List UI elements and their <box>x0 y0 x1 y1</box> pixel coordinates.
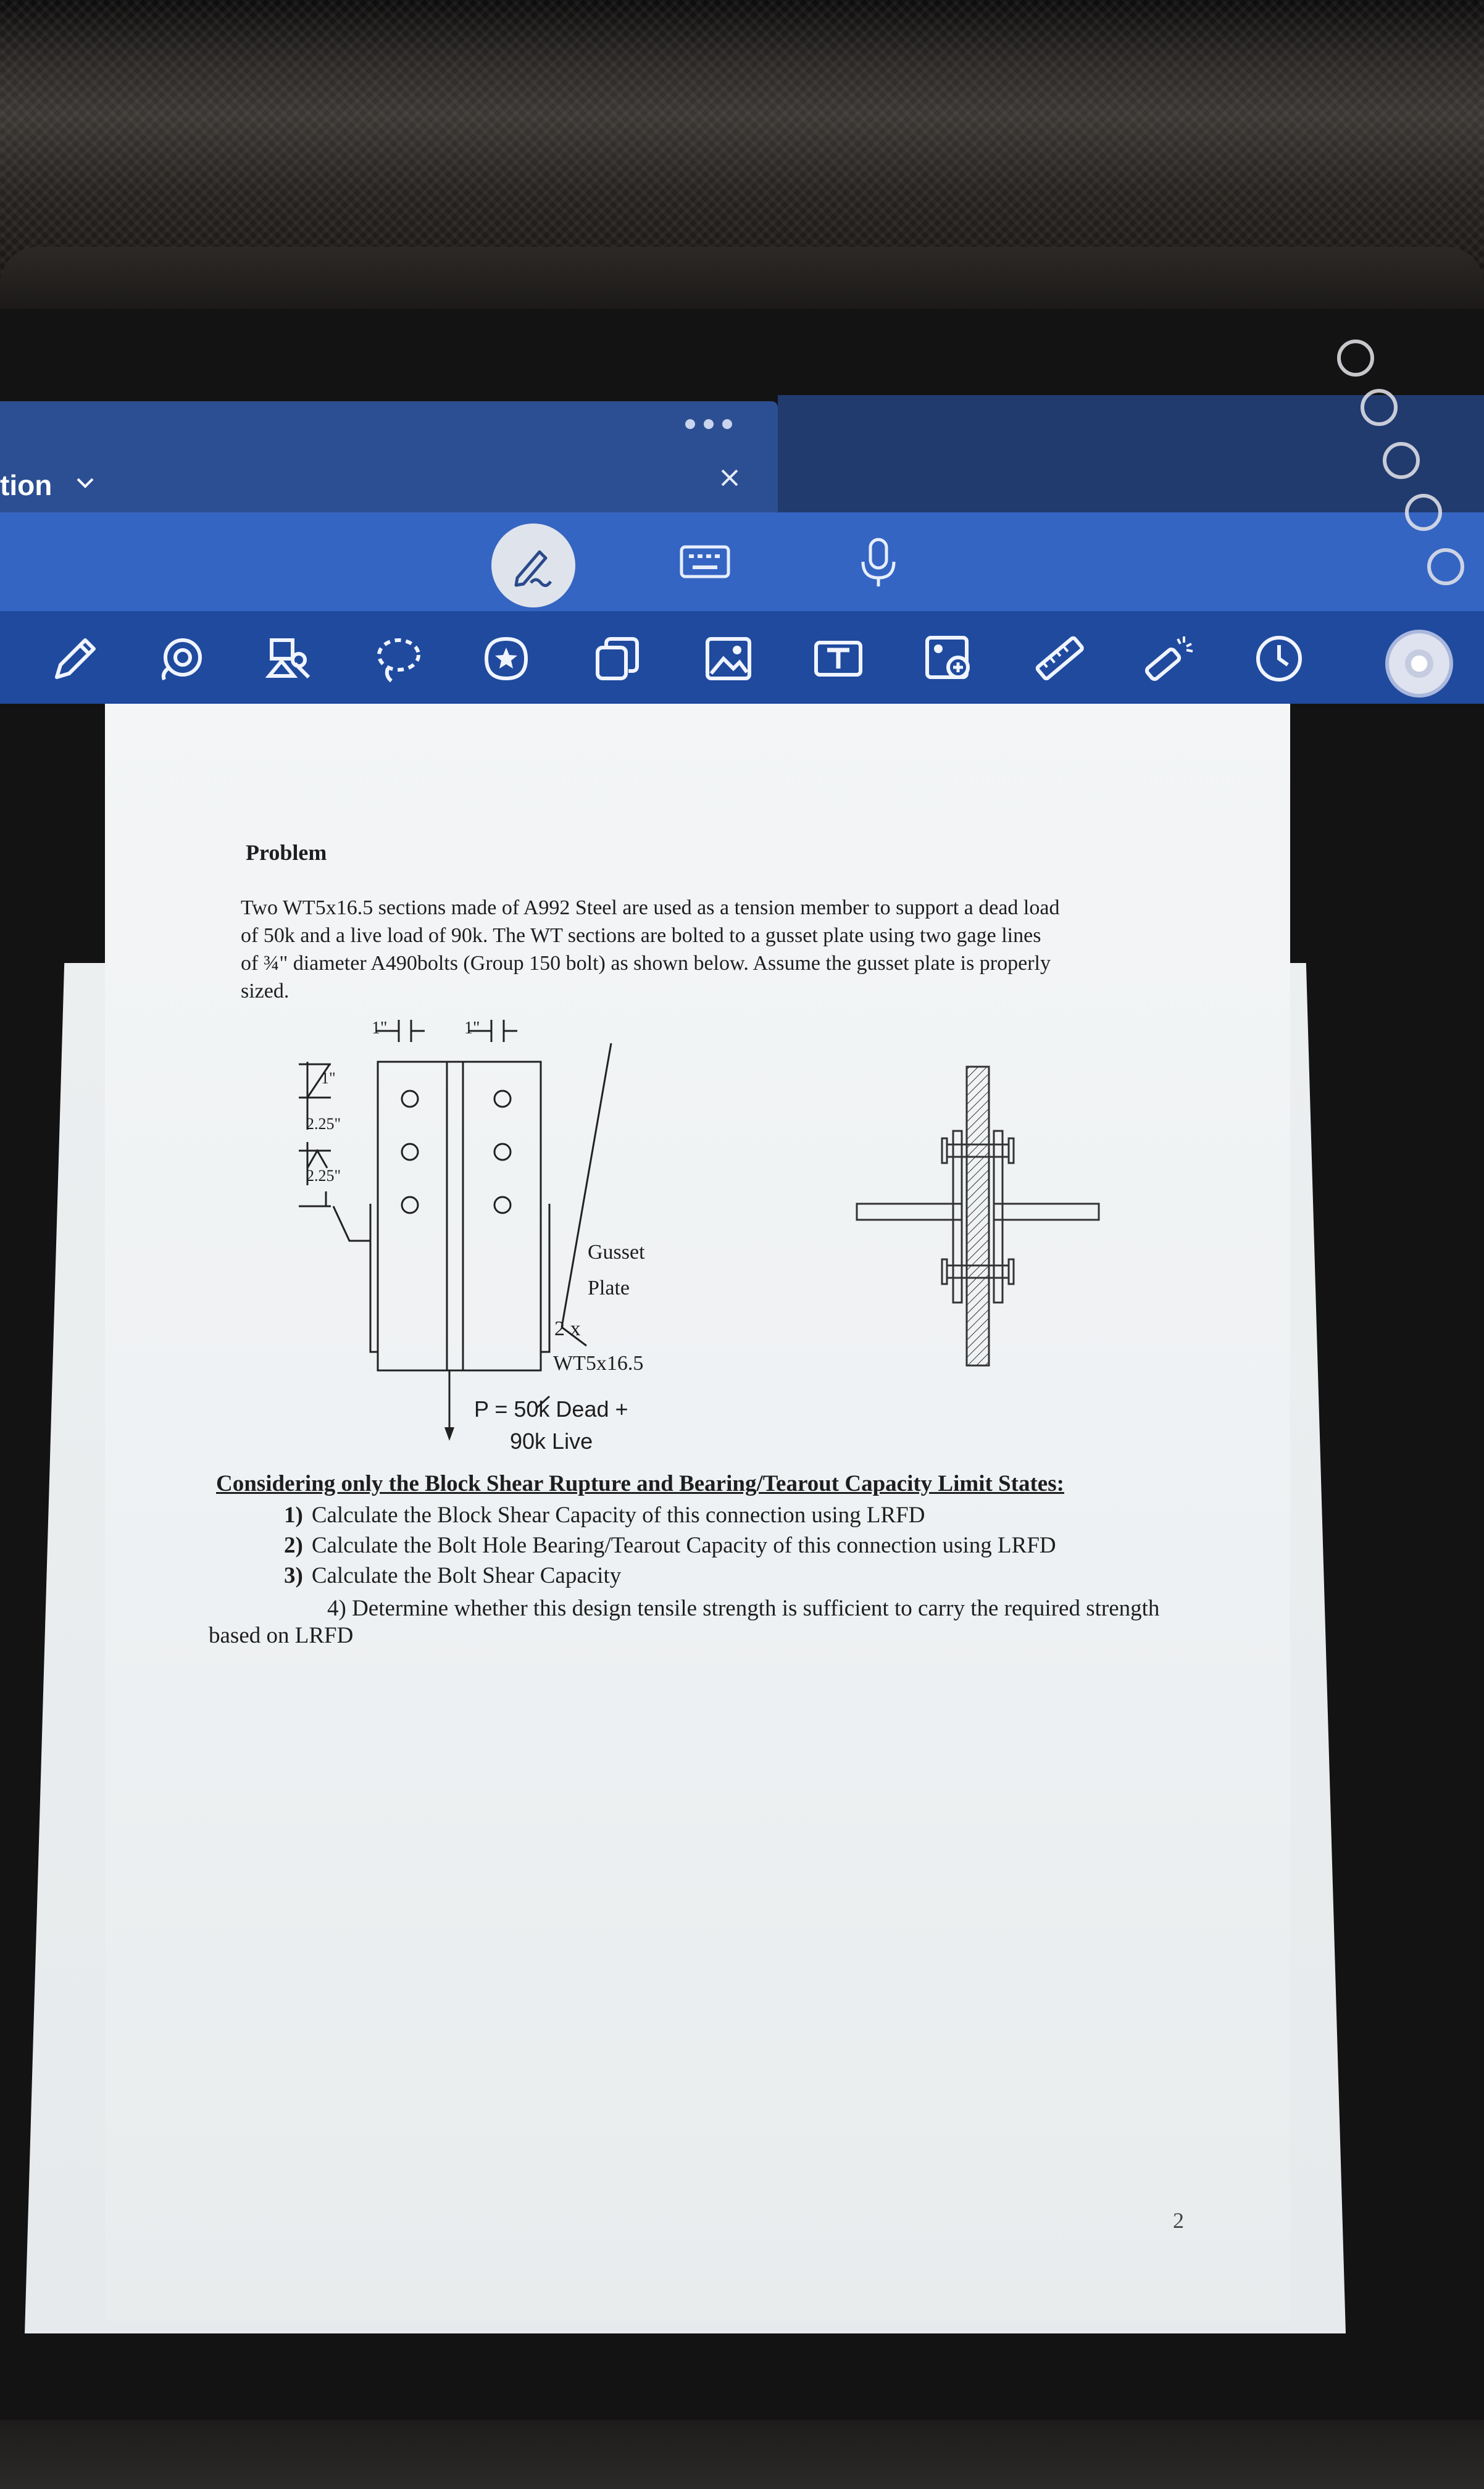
dimension-label: 2.25" <box>306 1115 341 1133</box>
lasso-spiral-icon[interactable] <box>154 633 206 685</box>
microphone-icon[interactable] <box>857 536 900 590</box>
avatar-image <box>1405 649 1433 678</box>
keyboard-icon[interactable] <box>679 543 731 580</box>
question-number: 3) <box>284 1563 303 1588</box>
quick-toolbar <box>0 512 1484 611</box>
list-item <box>284 1561 1056 1591</box>
load-label: 90k Live <box>510 1428 593 1454</box>
sticker-icon[interactable] <box>480 633 532 685</box>
reflection-ring <box>1383 442 1420 479</box>
insert-image-icon[interactable] <box>923 633 975 685</box>
document-title[interactable]: tion <box>0 469 52 501</box>
pen-with-squiggle-icon[interactable] <box>491 523 575 607</box>
history-clock-icon[interactable] <box>1253 633 1305 685</box>
gusset-label: Gusset <box>588 1241 645 1264</box>
problem-line: Two WT5x16.5 sections made of A992 Steel are used as a tension member to support a dead load <box>241 896 1060 919</box>
lasso-select-icon[interactable] <box>372 633 423 685</box>
text-box-icon[interactable] <box>812 633 864 685</box>
question-text: Calculate the Block Shear Capacity of this connection using LRFD <box>311 1503 925 1528</box>
list-item <box>284 1530 1056 1561</box>
question-number: 2) <box>284 1533 303 1558</box>
dimension-label: 1" <box>321 1069 336 1087</box>
problem-title: Problem <box>246 840 327 865</box>
cross-section-diagram <box>852 1062 1111 1370</box>
gusset-label: Plate <box>588 1277 630 1299</box>
questions-heading: Considering only the Block Shear Rupture and Bearing/Tearout Capacity Limit States: <box>216 1471 1064 1496</box>
question-text: Calculate the Bolt Hole Bearing/Tearout Capacity of this connection using LRFD <box>311 1533 1056 1558</box>
reflection-ring <box>1337 340 1374 377</box>
tablet-case-bottom <box>0 2420 1484 2489</box>
image-icon[interactable] <box>702 633 754 685</box>
copy-icon[interactable] <box>591 633 643 685</box>
problem-line: of 50k and a live load of 90k. The WT sections are bolted to a gusset plate using two gage lines <box>241 924 1041 947</box>
member-label: 2 x <box>554 1317 581 1340</box>
question-4-continued: based on LRFD <box>209 1623 354 1648</box>
avatar[interactable] <box>1385 630 1453 698</box>
ruler-icon[interactable] <box>1033 633 1085 685</box>
load-label: P = 50k Dead + <box>474 1396 628 1422</box>
pen-icon[interactable] <box>49 633 101 685</box>
drag-handle-icon[interactable] <box>679 415 741 433</box>
problem-line: sized. <box>241 980 290 1003</box>
list-item <box>284 1500 1056 1530</box>
dimension-label: 1" <box>464 1019 480 1038</box>
page-number: 2 <box>1173 2208 1184 2233</box>
question-4: 4) Determine whether this design tensile strength is sufficient to carry the required strength <box>327 1596 1160 1621</box>
title-bar <box>0 401 778 512</box>
question-text: Calculate the Bolt Shear Capacity <box>311 1563 622 1588</box>
laser-pointer-icon[interactable] <box>1143 633 1195 685</box>
reflection-ring <box>1427 548 1464 585</box>
shapes-icon[interactable] <box>263 633 315 685</box>
dimension-label: 2.25" <box>306 1167 341 1185</box>
question-list <box>284 1500 1056 1591</box>
reflection-ring <box>1405 494 1442 531</box>
problem-statement <box>241 894 1179 1005</box>
question-number: 1) <box>284 1503 303 1528</box>
close-icon[interactable] <box>716 464 743 491</box>
reflection-ring <box>1361 389 1398 426</box>
member-label: WT5x16.5 <box>553 1352 644 1375</box>
dimension-label: 1" <box>372 1019 388 1038</box>
chevron-down-icon[interactable] <box>73 470 98 495</box>
problem-line: of ¾" diameter A490bolts (Group 150 bolt) as shown below. Assume the gusset plate is properly <box>241 952 1051 975</box>
